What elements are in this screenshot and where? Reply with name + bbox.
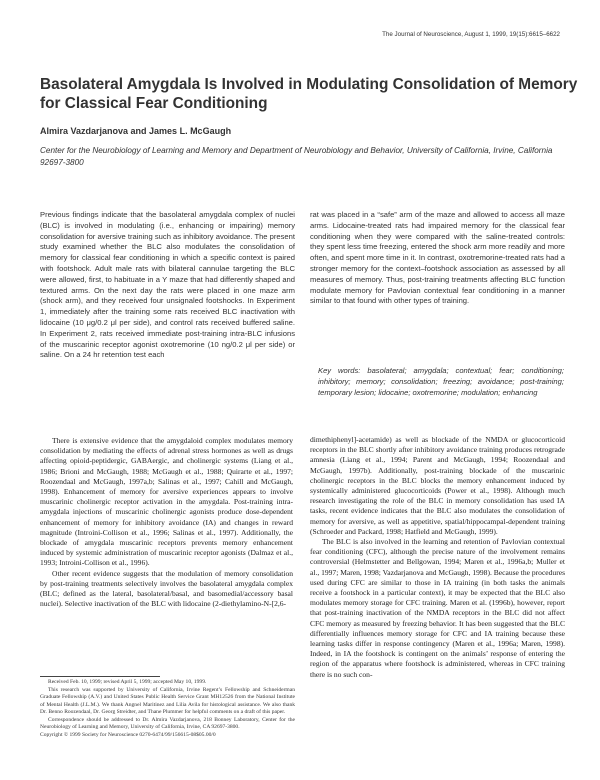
journal-citation: The Journal of Neuroscience, August 1, 1999, 19(15):6615–6622 — [382, 31, 560, 38]
affiliation: Center for the Neurobiology of Learning and Memory and Department of Neurobiology and Behavior, University of California, Irvine, California 92697-3800 — [40, 146, 553, 167]
body-right-column — [310, 435, 565, 680]
body-paragraph: The BLC is also involved in the learning and retention of Pavlovian contextual fear conditioning (CFC), although the precise nature of the involvement remains controversial (Helmstetter and Bellgowan, 1994; Maren et al., 1996a,b; Muller et al., 1997; Maren, 1998; Vazdarjanova and McGaugh, 1998). Because the procedures used during CFC are similar to those in IA training (in both tasks the animals receive a footshock in a particular context), it may be expected that the BLC also modulates memory storage for CFC training. Maren et al. (1996b), however, report that post-training inactivation of the NMDA receptors in the BLC did not affect CFC memory as measured by freezing behavior. It has been suggested that the BLC differentially influences memory storage for CFC and IA training because these learning tasks differ in response contingency (Maren et al., 1996a; Maren, 1998). Indeed, in IA the footshock is contingent on the animals’ response of entering the region of the apparatus where footshock is administered, whereas in CFC training there is no such con- — [310, 537, 565, 679]
footnotes — [40, 679, 295, 739]
abstract-left-column: Previous findings indicate that the basolateral amygdala complex of nuclei (BLC) is involved in modulating (i.e., enhancing or impairing) memory consolidation for aversive training such as inhibitory avoidance. The present study examined whether the BLC also modulates the consolidation of memory for classical fear conditioning in which a specific context is paired with footshock. Adult male rats with bilateral cannulae targeting the BLC were allowed, first, to habituate in a Y maze that had differently shaped and textured arms. On the next day the rats were placed in one maze arm (shock arm), and they received four unsignaled footshocks. In Experiment 1, immediately after the training some rats received BLC inactivation with lidocaine (10 μg/0.2 μl per side), and control rats received buffered saline. In Experiment 2, rats received immediate post-training intra-BLC infusions of the muscarinic receptor agonist oxotremorine (10 ng/0.2 μl per side) or saline. On a 24 hr retention test each — [40, 210, 295, 360]
footnote-received: Received Feb. 10, 1999; revised April 5, 1999; accepted May 10, 1999. — [48, 679, 207, 685]
footnote-copyright: Copyright © 1999 Society for Neuroscience 0270-6474/99/156615-08$05.00/0 — [40, 731, 216, 738]
body-paragraph: There is extensive evidence that the amygdaloid complex modulates memory consolidation by mediating the effects of adrenal stress hormones as well as drugs affecting opioid-peptidergic, GABAergic, and cholinergic systems (Liang et al., 1986; Brioni and McGaugh, 1988; McGaugh et al., 1988; Quirarte et al., 1997; Roozendaal and McGaugh, 1997a,b; Salinas et al., 1997; Cahill and McGaugh, 1998). Enhancement of memory for aversive experiences appears to involve muscarinic cholinergic receptor activation in the amygdala. Post-training intra-amygdala injections of muscarinic cholinergic agonists produce dose-dependent enhancement of memory for inhibitory avoidance (IA) and changes in reward magnitude (Introini-Collison et al., 1996; Salinas et al., 1997). Additionally, the blockade of amygdala muscarinic receptors prevents memory enhancement induced by systemic administration of muscarinic receptor agonists (Dalmaz et al., 1993; Introini-Collison et al., 1996). — [40, 436, 293, 568]
footnote-divider — [40, 676, 160, 677]
body-paragraph: dimethiphenyl]-acetamide) as well as blockade of the NMDA or glucocorticoid receptors in the BLC shortly after inhibitory avoidance training produces retrograde amnesia (Liang et al., 1994; Parent and McGaugh, 1994; Roozendaal and McGaugh, 1997b). Additionally, post-training blockade of the muscarinic cholinergic receptors in the BLC blocks the memory enhancement induced by systemically administered glucocorticoids (Power et al., 1998). Although much research investigating the role of the BLC in memory consolidation has used IA tasks, recent evidence indicates that the BLC also modulates the consolidation of memory for aversive, as well as appetitive, spatial/hippocampal-dependent training (Schroeder and Packard, 1998; Hatfield and McGaugh, 1999). — [310, 435, 565, 536]
footnote-correspondence: Correspondence should be addressed to Dr. Almira Vazdarjanova, 218 Bonney Laboratory, Center for the Neurobiology of Learning and Memory, University of California, Irvine, CA 92697-3800. — [40, 716, 295, 731]
body-paragraph: Other recent evidence suggests that the modulation of memory consolidation by post-training treatments selectively involves the basolateral amygdala complex (BLC; defined as the lateral, basolateral/basal, and basomedial/accessory basal nuclei). Selective inactivation of the BLC with lidocaine (2-diethylamino-N-[2,6- — [40, 568, 293, 609]
footnote-support: This research was supported by University of California, Irvine Regent’s Fellowship and Schneiderman Graduate Fellowship (A.V.) and United States Public Health Service Grant MH12526 from the National Institute of Mental Health (J.L.M.). We thank Angnel Maritinez and Lilia Avila for histological assistance. We also thank Dr. Benno Roozendaal, Dr. Georg Streidter, and Thane Plummer for helpful comments on a draft of this paper. — [40, 686, 295, 716]
abstract-right-column: rat was placed in a “safe” arm of the maze and allowed to access all maze arms. Lidocaine-treated rats had impaired memory for the classical fear conditioning when they were compared with the saline-treated controls: they spent less time freezing, entered the shock arm more readily and more often, and spent more time in it. In contrast, oxotremorine-treated rats had a stronger memory for the context–footshock association as assessed by all measures of memory. Thus, post-training treatments affecting BLC function modulate memory for Pavlovian contextual fear conditioning in a manner similar to that found with other types of training. — [310, 210, 565, 306]
keywords: Key words: basolateral; amygdala; contextual; fear; conditioning; inhibitory; memory; consolidation; freezing; avoidance; post-training; temporary lesion; lidocaine; oxotremorine; modulation; enhancing — [318, 366, 564, 397]
article-title: Basolateral Amygdala Is Involved in Modulating Consolidation of Memory for Classical Fear Conditioning — [40, 76, 578, 112]
body-left-column — [40, 436, 293, 609]
authors: Almira Vazdarjanova and James L. McGaugh — [40, 126, 232, 136]
